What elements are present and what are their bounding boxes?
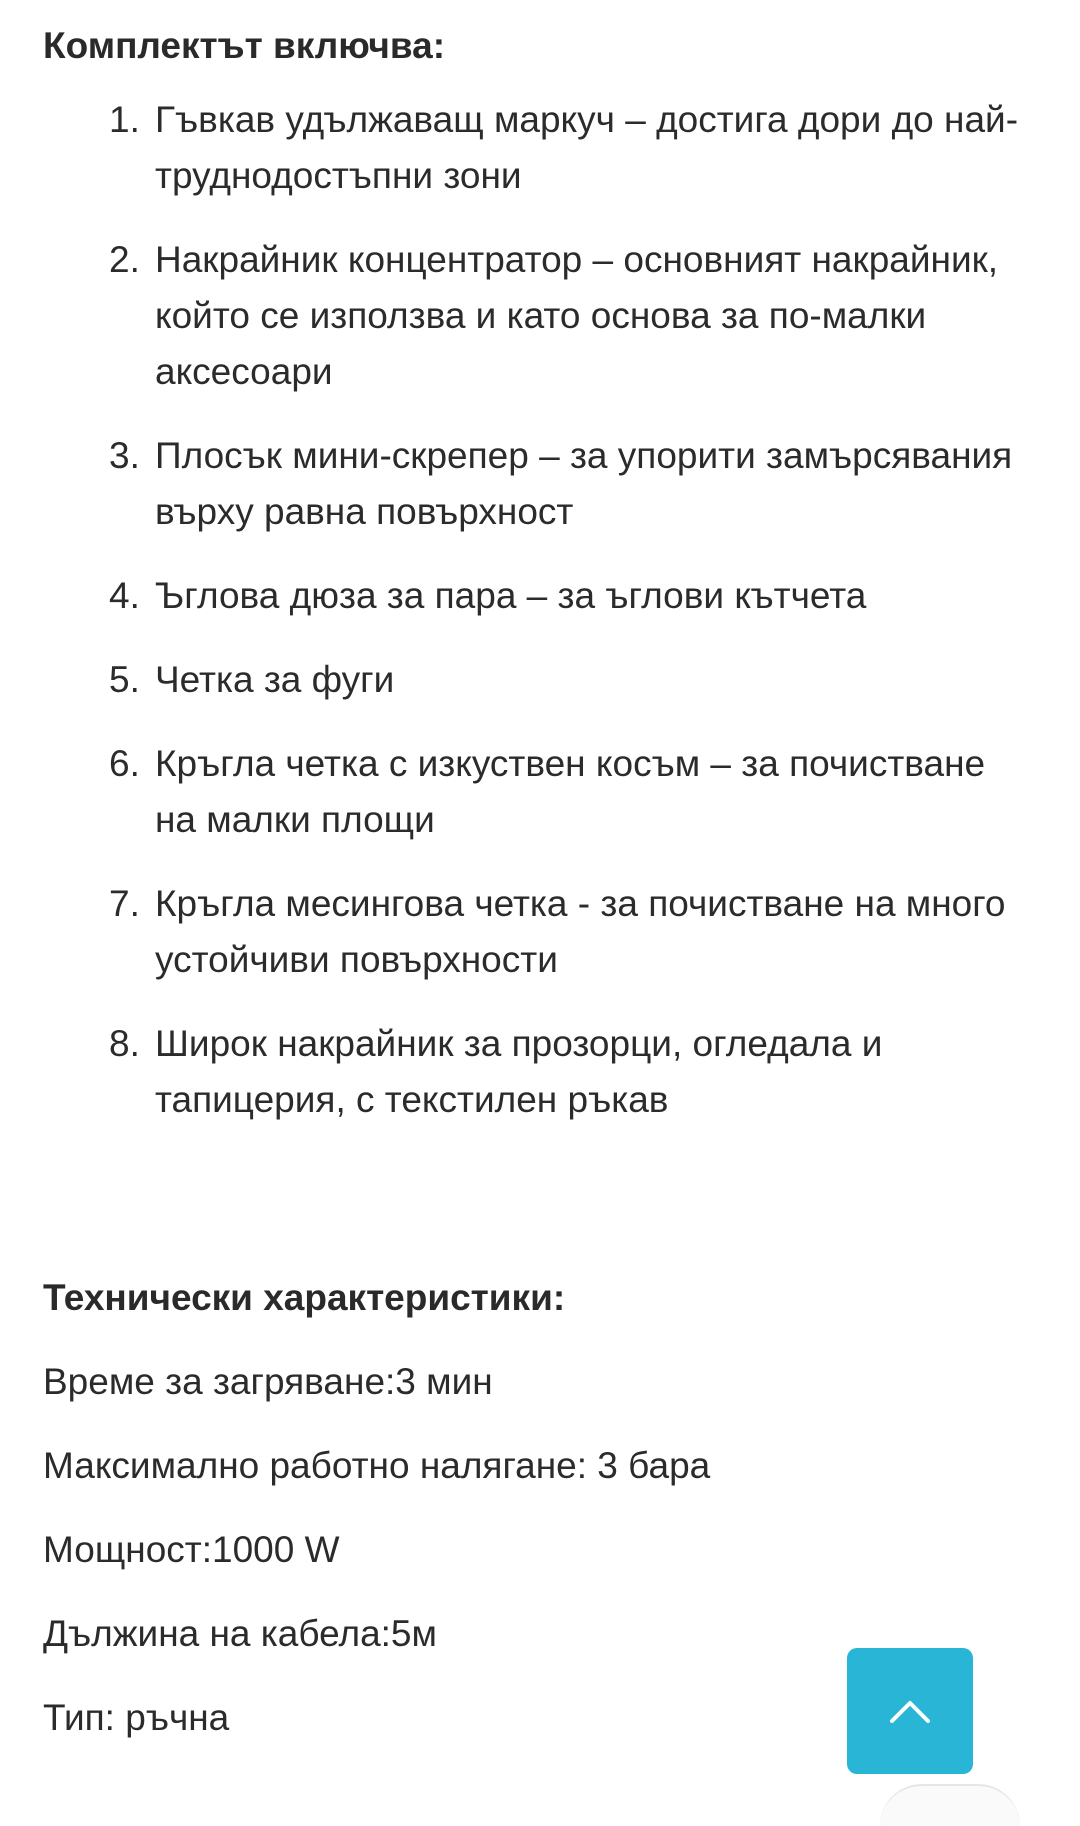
list-item-number: 7. bbox=[109, 883, 140, 924]
kit-heading: Комплектът включва: bbox=[43, 25, 446, 66]
specs-heading: Технически характеристики: bbox=[43, 1277, 566, 1318]
list-item-number: 1. bbox=[109, 99, 140, 140]
list-item-text: Гъвкав удължаващ маркуч – достига дори до най- труднодостъпни зони bbox=[155, 99, 1019, 196]
list-item bbox=[43, 568, 1033, 624]
list-item-number: 6. bbox=[109, 743, 140, 784]
list-item-text: Ъглова дюза за пара – за ъглови кътчета bbox=[155, 575, 867, 616]
bottom-corner-widget-edge bbox=[880, 1784, 1020, 1826]
list-item-number: 2. bbox=[109, 239, 140, 280]
list-item bbox=[43, 232, 1033, 400]
list-item-text: Кръгла четка с изкуствен косъм – за почистване на малки площи bbox=[155, 743, 986, 840]
list-item bbox=[43, 428, 1033, 540]
spec-type: Тип: ръчна bbox=[43, 1697, 230, 1738]
list-item-number: 5. bbox=[109, 659, 140, 700]
list-item-number: 4. bbox=[109, 575, 140, 616]
spec-power: Мощност:1000 W bbox=[43, 1529, 340, 1570]
kit-list bbox=[43, 92, 1033, 1128]
list-item-text: Четка за фуги bbox=[155, 659, 395, 700]
scroll-to-top-button[interactable] bbox=[847, 1648, 973, 1774]
chevron-up-icon bbox=[888, 1697, 932, 1725]
product-description bbox=[43, 0, 1033, 1746]
list-item-text: Кръгла месингова четка - за почистване на много устойчиви повърхности bbox=[155, 883, 1006, 980]
list-item-text: Плосък мини-скрепер – за упорити замърсявания върху равна повърхност bbox=[155, 435, 1013, 532]
spec-cable-length: Дължина на кабела:5м bbox=[43, 1613, 437, 1654]
list-item bbox=[43, 1016, 1033, 1128]
list-item-text: Накрайник концентратор – основният накрайник, който се използва и като основа за по-малки аксесоари bbox=[155, 239, 999, 392]
list-item bbox=[43, 876, 1033, 988]
list-item-text: Широк накрайник за прозорци, огледала и тапицерия, с текстилен ръкав bbox=[155, 1023, 883, 1120]
spec-max-pressure: Максимално работно налягане: 3 бара bbox=[43, 1445, 711, 1486]
spec-heating-time: Време за загряване:3 мин bbox=[43, 1361, 493, 1402]
list-item-number: 8. bbox=[109, 1023, 140, 1064]
list-item bbox=[43, 736, 1033, 848]
list-item-number: 3. bbox=[109, 435, 140, 476]
list-item bbox=[43, 652, 1033, 708]
list-item bbox=[43, 92, 1033, 204]
